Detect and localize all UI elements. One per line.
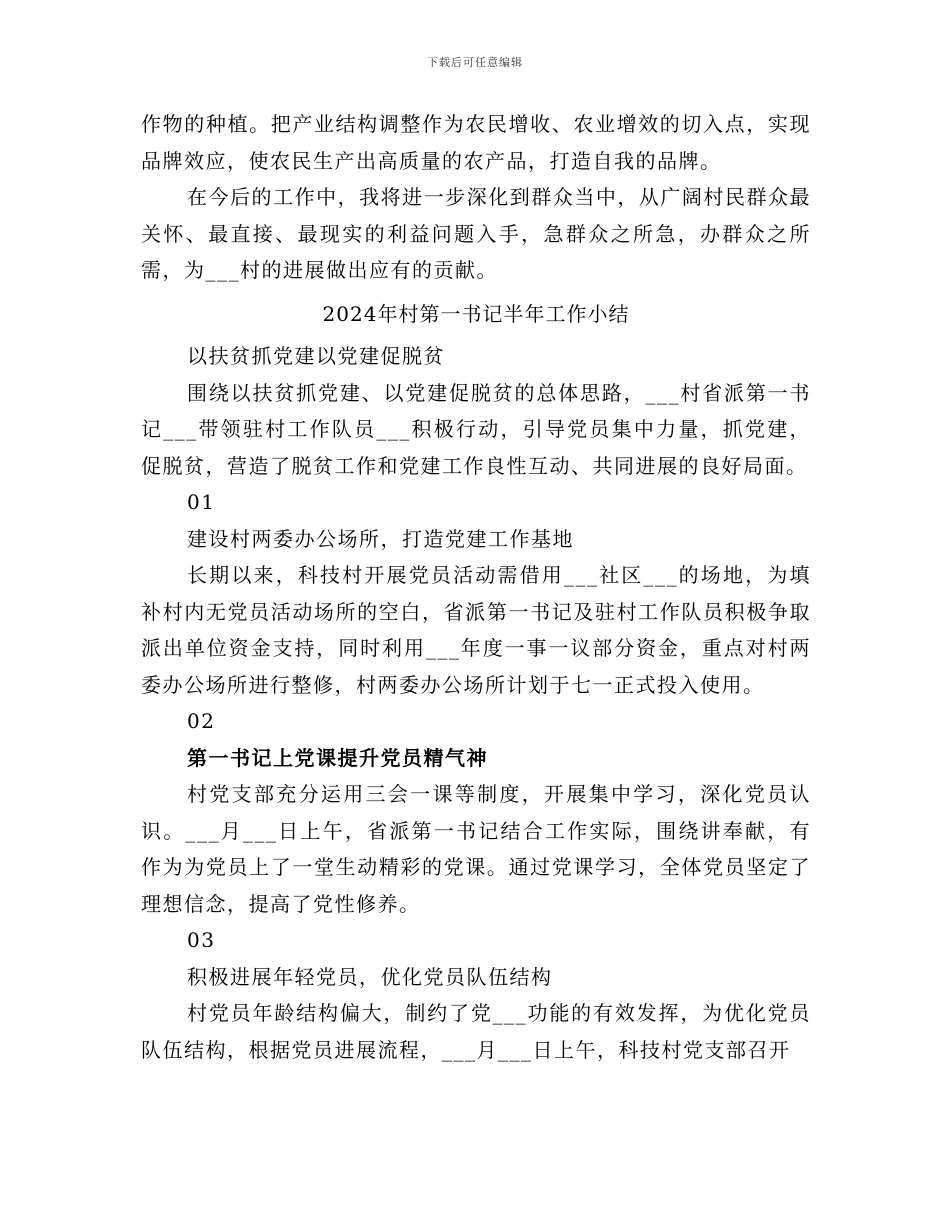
paragraph-continued: 作物的种植。把产业结构调整作为农民增收、农业增效的切入点，实现品牌效应，使农民生产出高质量的农产品，打造自我的品牌。 — [141, 112, 811, 173]
section-heading-3: 积极进展年轻党员，优化党员队伍结构 — [187, 964, 553, 989]
section-heading-1: 建设村两委办公场所，打造党建工作基地 — [187, 526, 574, 551]
intro-paragraph: 围绕以扶贫抓党建、以党建促脱贫的总体思路，___村省派第一书记___带领驻村工作队员___积极行动，引导党员集中力量，抓党建，促脱贫，营造了脱贫工作和党建工作良性互动、共同进展的良好局面。 — [141, 380, 811, 478]
section-subtitle: 以扶贫抓党建以党建促脱贫 — [187, 344, 445, 368]
section-heading-2: 第一书记上党课提升党员精气神 — [187, 745, 488, 770]
section-number-2: 02 — [187, 709, 216, 733]
page-header: 下载后可任意编辑 — [427, 56, 523, 69]
section-number-1: 01 — [187, 490, 216, 514]
section-number-3: 03 — [187, 928, 216, 952]
paragraph-closing: 在今后的工作中，我将进一步深化到群众当中，从广阔村民群众最关怀、最直接、最现实的利益问题入手，急群众之所急，办群众之所需，为___村的进展做出应有的贡献。 — [141, 185, 811, 282]
section-paragraph-3: 村党员年龄结构偏大，制约了党___功能的有效发挥，为优化党员队伍结构，根据党员进展流程，___月___日上午，科技村党支部召开 — [141, 1001, 811, 1062]
document-body — [141, 106, 811, 1068]
document-title: 2024年村第一书记半年工作小结 — [322, 301, 630, 326]
section-paragraph-2: 村党支部充分运用三会一课等制度，开展集中学习，深化党员认识。___月___日上午，省派第一书记结合工作实际，围绕讲奉献，有作为为党员上了一堂生动精彩的党课。通过党课学习，全体党员坚定了理想信念，提高了党性修养。 — [141, 782, 811, 916]
section-paragraph-1: 长期以来，科技村开展党员活动需借用___社区___的场地，为填补村内无党员活动场所的空白，省派第一书记及驻村工作队员积极争取派出单位资金支持，同时利用___年度一事一议部分资金，重点对村两委办公场所进行整修，村两委办公场所计划于七一正式投入使用。 — [141, 563, 811, 697]
